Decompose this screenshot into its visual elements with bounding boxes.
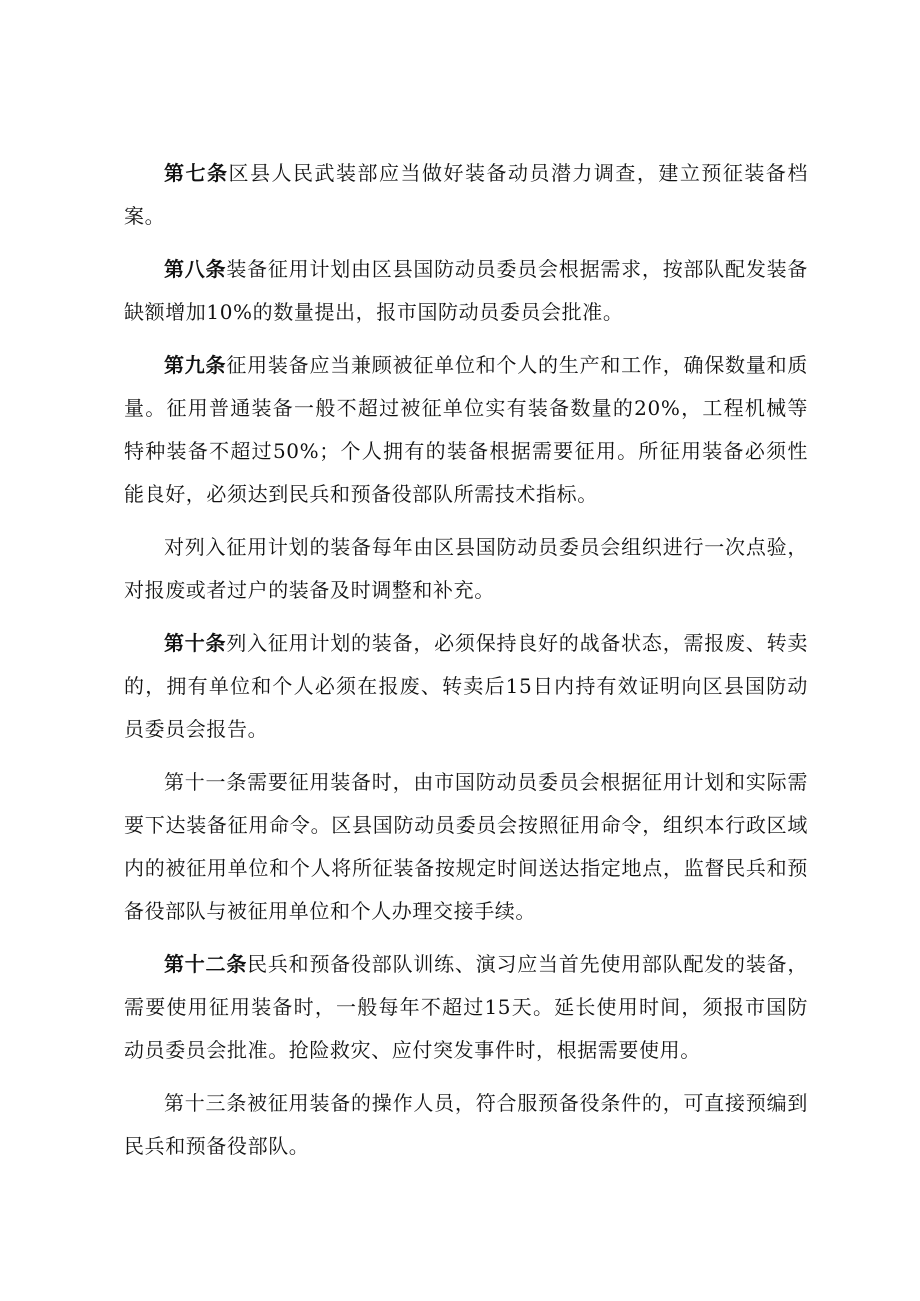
article-13-paragraph: [124, 1082, 808, 1168]
article-10-text: 列入征用计划的装备，必须保持良好的战备状态，需报废、转卖的，拥有单位和个人必须在报废、转卖后15日内持有效证明向区县国防动员委员会报告。: [124, 631, 808, 741]
article-11-text: 第十一条需要征用装备时，由市国防动员委员会根据征用计划和实际需要下达装备征用命令。区县国防动员委员会按照征用命令，组织本行政区域内的被征用单位和个人将所征装备按规定时间送达指定地点，监督民兵和预备役部队与被征用单位和个人办理交接手续。: [124, 770, 808, 923]
article-7-paragraph: [124, 152, 808, 238]
article-9-paragraph: [124, 344, 808, 516]
article-12-number: 第十二条: [164, 952, 248, 976]
article-12-text: 民兵和预备役部队训练、演习应当首先使用部队配发的装备，需要使用征用装备时，一般每年不超过15天。延长使用时间，须报市国防动员委员会批准。抢险救灾、应付突发事件时，根据需要使用。: [124, 952, 808, 1062]
article-12-paragraph: [124, 943, 808, 1072]
inspection-paragraph: [124, 526, 808, 612]
article-10-number: 第十条: [164, 631, 227, 655]
article-13-text: 第十三条被征用装备的操作人员，符合服预备役条件的，可直接预编到民兵和预备役部队。: [124, 1091, 808, 1158]
article-11-paragraph: [124, 761, 808, 933]
article-10-paragraph: [124, 622, 808, 751]
article-9-number: 第九条: [164, 353, 227, 377]
article-9-text: 征用装备应当兼顾被征单位和个人的生产和工作，确保数量和质量。征用普通装备一般不超过被征单位实有装备数量的20%，工程机械等特种装备不超过50%；个人拥有的装备根据需要征用。所征用装备必须性能良好，必须达到民兵和预备役部队所需技术指标。: [124, 353, 808, 506]
document-body: [124, 152, 808, 1178]
article-8-text: 装备征用计划由区县国防动员委员会根据需求，按部队配发装备缺额增加10%的数量提出，报市国防动员委员会批准。: [124, 257, 808, 324]
article-8-paragraph: [124, 248, 808, 334]
article-8-number: 第八条: [164, 257, 227, 281]
inspection-text: 对列入征用计划的装备每年由区县国防动员委员会组织进行一次点验，对报废或者过户的装备及时调整和补充。: [124, 535, 808, 602]
article-7-number: 第七条: [164, 161, 229, 185]
article-7-text: 区县人民武装部应当做好装备动员潜力调查，建立预征装备档案。: [124, 161, 808, 228]
